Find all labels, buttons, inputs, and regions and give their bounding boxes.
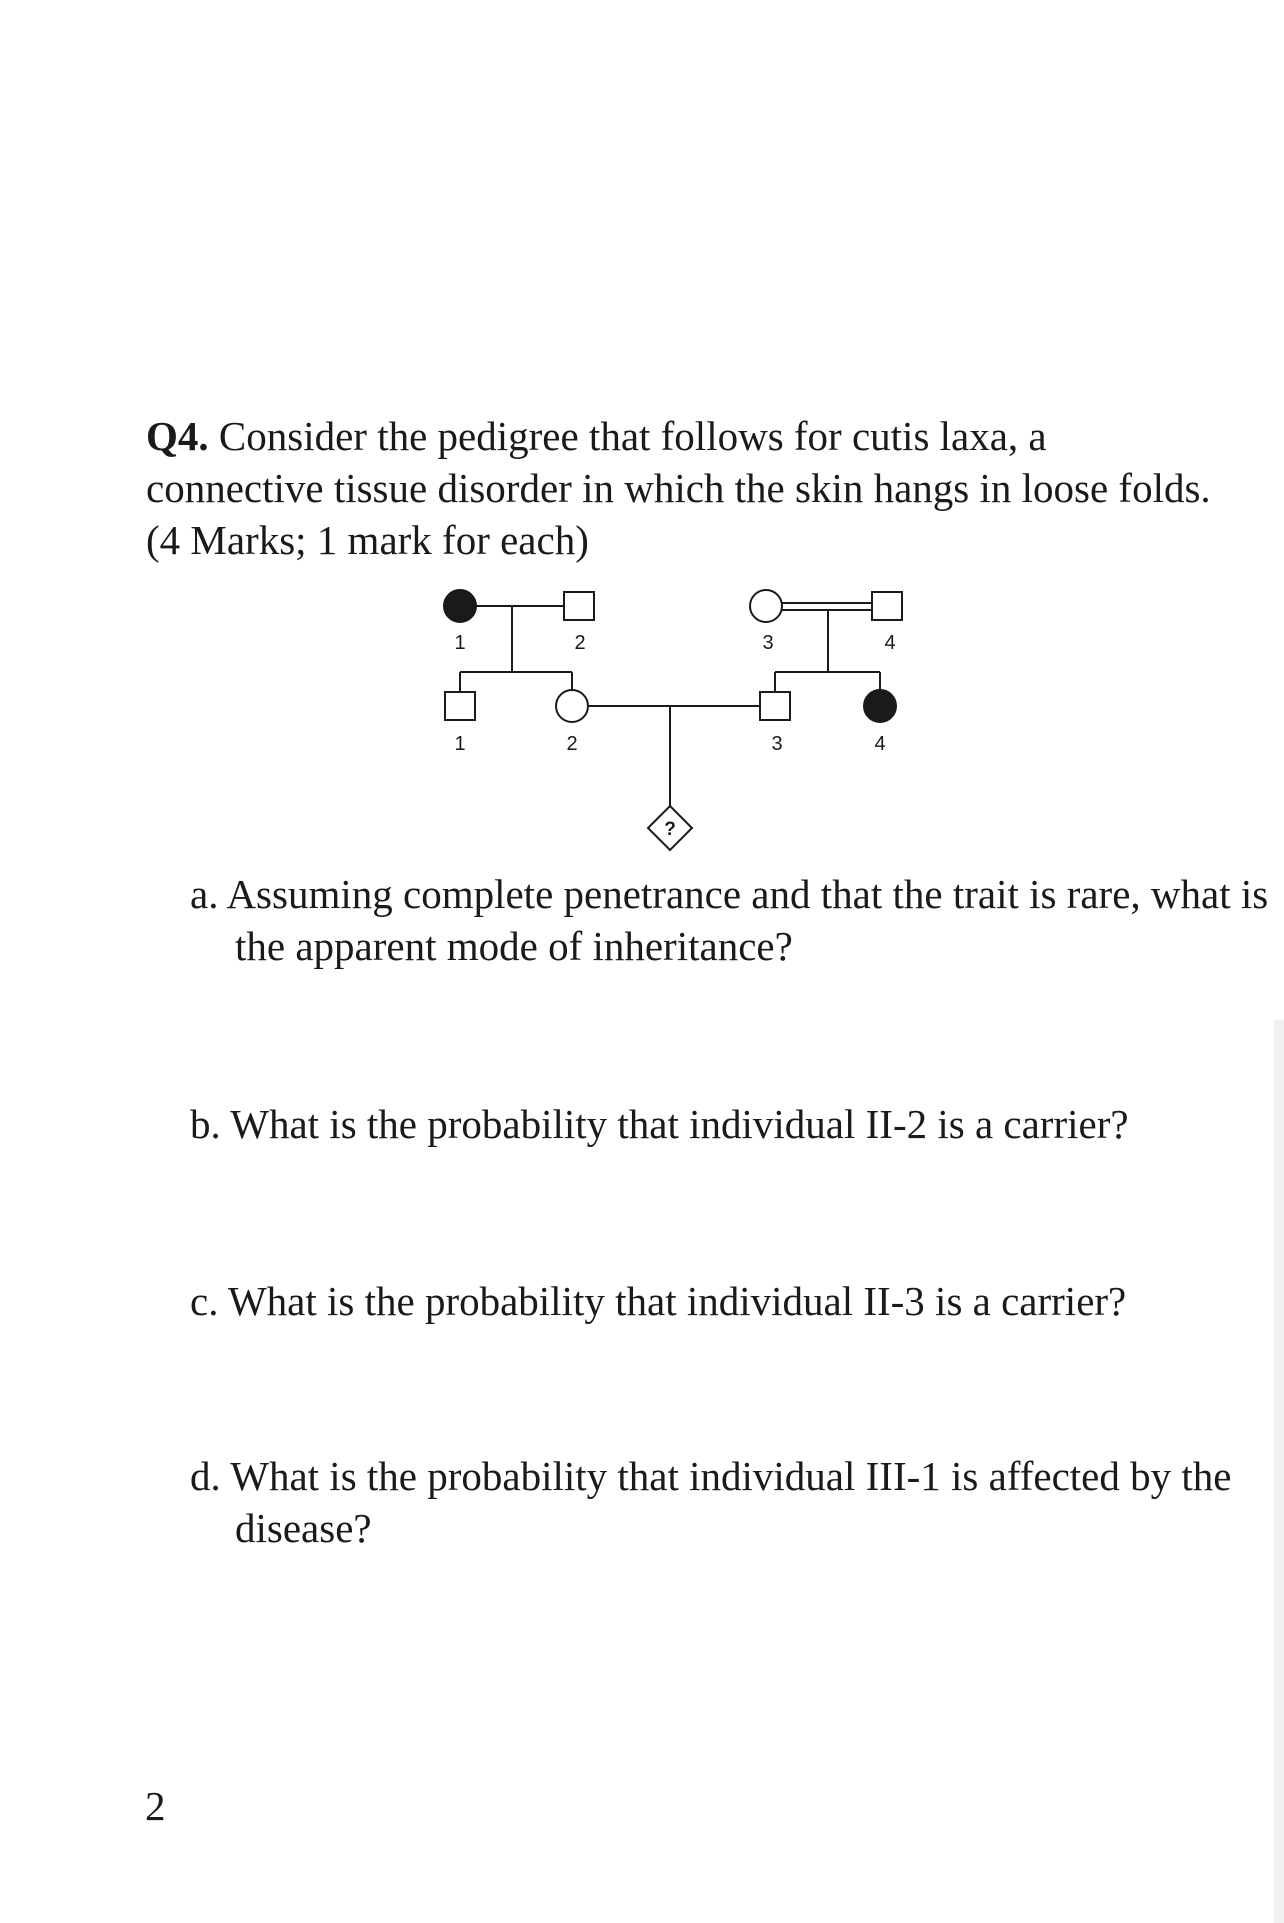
part-c — [190, 1275, 1275, 1327]
label-II-3: 3 — [771, 733, 783, 755]
part-a — [190, 868, 1275, 972]
part-a-letter: a. — [190, 871, 219, 917]
label-I-3: 3 — [762, 632, 774, 654]
individual-II-3-male — [760, 692, 790, 720]
part-b — [190, 1098, 1275, 1150]
individual-I-3-female — [750, 590, 782, 622]
individual-I-2-male — [564, 592, 594, 620]
part-a-text: Assuming complete penetrance and that the trait is rare, what is the apparent mode of inheritance? — [226, 871, 1269, 969]
part-d-letter: d. — [190, 1453, 221, 1499]
question-number: Q4. — [146, 413, 209, 459]
label-II-4: 4 — [874, 733, 886, 755]
individual-I-4-male — [872, 592, 902, 620]
individual-II-1-male — [445, 692, 475, 720]
individual-II-4-affected-female — [864, 690, 896, 722]
page-number: 2 — [145, 1783, 166, 1829]
individual-I-1-affected-female — [444, 590, 476, 622]
individual-II-2-female — [556, 690, 588, 722]
label-I-2: 2 — [574, 632, 586, 654]
question-text: Consider the pedigree that follows for cutis laxa, a connective tissue disorder in which the skin hangs in loose folds. (4 Marks; 1 mark for each) — [146, 413, 1211, 563]
label-I-4: 4 — [884, 632, 896, 654]
part-b-letter: b. — [190, 1101, 221, 1147]
label-II-1: 1 — [454, 733, 466, 755]
part-c-text: What is the probability that individual II-3 is a carrier? — [227, 1278, 1127, 1324]
question-prompt — [146, 410, 1226, 566]
label-I-1: 1 — [454, 632, 466, 654]
scroll-edge — [1274, 1020, 1284, 1923]
pedigree-diagram — [420, 578, 920, 868]
label-III-1-question: ? — [664, 819, 676, 840]
part-d — [190, 1450, 1275, 1554]
label-II-2: 2 — [566, 733, 578, 755]
part-d-text: What is the probability that individual III-1 is affected by the disease? — [230, 1453, 1232, 1551]
part-b-text: What is the probability that individual II-2 is a carrier? — [230, 1101, 1129, 1147]
part-c-letter: c. — [190, 1278, 219, 1324]
